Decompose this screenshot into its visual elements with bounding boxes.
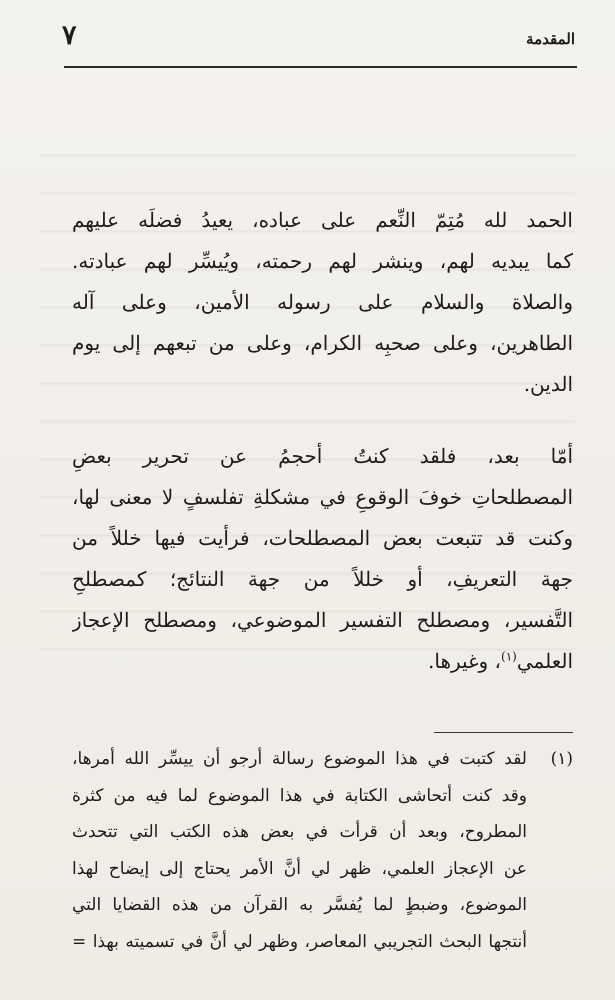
- text-fragment: العلمي: [516, 649, 573, 673]
- running-header: [62, 20, 575, 66]
- text-line: التَّفسير، ومصطلح التفسير الموضوعي، ومصطلح الإعجاز: [72, 608, 573, 632]
- footnote-number: (١): [550, 749, 573, 769]
- text-line: أمّا بعد، فلقد كنتُ أحجمُ عن تحرير بعضِ: [72, 444, 573, 468]
- footnote-line: وقد كنت أتحاشى الكتابة في هذا الموضوع لما فيه من كثرة: [72, 785, 527, 806]
- text-line: الدين.: [523, 372, 573, 396]
- footnote-separator: [434, 732, 573, 733]
- page-number: ٧: [62, 20, 77, 51]
- text-line: وكنت قد تتبعت بعض المصطلحات، فرأيت فيها خللاً من: [72, 526, 573, 550]
- footnote-line: عن الإعجاز العلمي، ظهر لي أنَّ الأمر يحتاج إلى إيضاح لهذا: [72, 858, 527, 879]
- chapter-title: المقدمة: [526, 30, 575, 48]
- text-line: الطاهرين، وعلى صحبِه الكرام، وعلى من تبعهم إلى يوم: [72, 331, 573, 355]
- text-line: المصطلحاتِ خوفَ الوقوعِ في مشكلةِ تفلسفٍ لا معنى لها،: [72, 485, 573, 509]
- text-line: جهة التعريفِ، أو خللاً من جهة النتائج؛ كمصطلحِ: [72, 567, 573, 591]
- footnote-line: لقد كتبت في هذا الموضوع رسالة أرجو أن ييسِّر الله أمرها،: [72, 749, 527, 769]
- footnote-line: الموضوع، وضبطٍ لما يُفسَّر به القرآن من هذه القضايا التي: [72, 895, 527, 915]
- footnote-text: [72, 741, 527, 960]
- paragraph-gap: [72, 405, 573, 436]
- text-line-last: [72, 641, 573, 682]
- main-text: [72, 200, 573, 682]
- text-line: الحمد لله مُتِمّ النِّعم على عباده، يعيدُ فضلَه عليهم: [72, 208, 573, 232]
- text-line: كما يبديه لهم، وينشر لهم رحمته، ويُيسِّر لهم عبادته.: [72, 249, 573, 273]
- footnote-line: المطروح، وبعد أن قرأت في بعض هذه الكتب التي تتحدث: [72, 822, 527, 842]
- footnote-reference[interactable]: (١): [501, 649, 517, 664]
- header-rule: [64, 66, 577, 68]
- text-fragment: ، وغيرها.: [428, 649, 502, 673]
- footnote: [72, 741, 573, 960]
- footnote-line: أنتجها البحث التجريبي المعاصر، وظهر لي أنَّ في تسميته بهذا =: [72, 931, 527, 952]
- text-line: والصلاة والسلام على رسوله الأمين، وعلى آله: [72, 290, 573, 314]
